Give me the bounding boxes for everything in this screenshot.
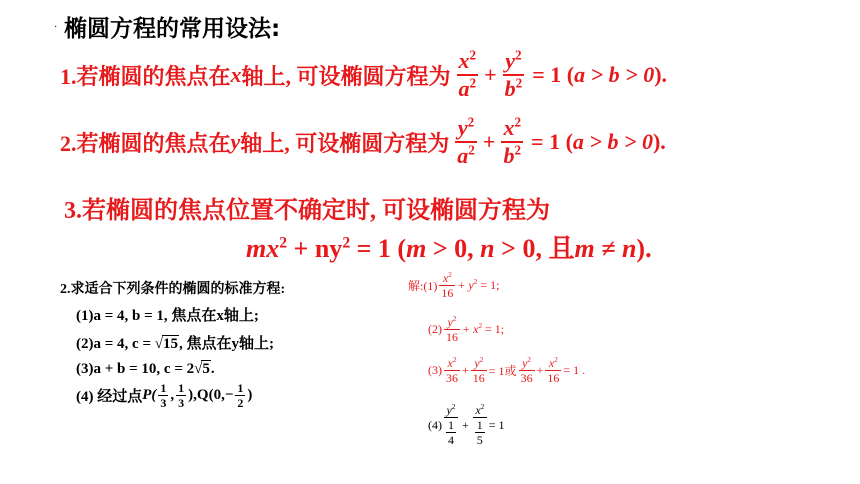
rule-2-mid: 轴上, 可设椭圆方程为 bbox=[240, 130, 450, 156]
rule-3-equation: $mx^2 + ny^2 = 1$ (m > 0, n > 0, 且m ≠ n). bbox=[246, 234, 652, 263]
rule-2-rhs: = 1 ( bbox=[531, 129, 573, 154]
rule-2-axis: y bbox=[230, 129, 241, 154]
rule-2-frac-2: $\frac{x^2}{b^2}$ bbox=[503, 114, 522, 168]
bullet-dot: · bbox=[54, 22, 58, 33]
rule-1-axis: x bbox=[230, 62, 242, 87]
exercise-q1: (1)a = 4, b = 1, 焦点在x轴上; bbox=[76, 308, 259, 324]
rule-2: 2.若椭圆的焦点在 y 轴上, 可设椭圆方程为 $\frac{y^2}{a^2}$ + $\frac{x^2}{b^2}$ = 1 ( a > b > 0 ). bbox=[60, 114, 666, 168]
rule-1-frac-1: $\frac{x^2}{a^2}$ bbox=[458, 47, 477, 101]
page-title: 椭圆方程的常用设法: bbox=[64, 16, 281, 42]
rule-2-prefix: 2.若椭圆的焦点在 bbox=[60, 130, 231, 156]
rule-1-prefix: 1.若椭圆的焦点在 bbox=[60, 63, 231, 89]
rule-3-line-1: 3.若椭圆的焦点位置不确定时, 可设椭圆方程为 bbox=[64, 198, 550, 224]
rule-1-rhs: = 1 ( bbox=[532, 62, 575, 87]
rule-1-mid: 轴上, 可设椭圆方程为 bbox=[241, 63, 451, 89]
solution-1: 解:(1) $\frac{x^2}{16}$ + $y^2 = 1$; bbox=[408, 271, 500, 300]
rule-1-cond: a > b > 0 bbox=[574, 62, 655, 87]
solution-2: (2) $\frac{y^2}{16}$ + $x^2 = 1$; bbox=[428, 315, 505, 344]
rule-1-frac-2: $\frac{y^2}{b^2}$ bbox=[504, 47, 523, 101]
exercise-q4: (4) 经过点 P( $\frac{1}{3}$ , $\frac{1}{3}$ ),Q(0,− $\frac{1}{2}$ ) bbox=[76, 381, 253, 410]
rule-2-cond: a > b > 0 bbox=[572, 129, 653, 154]
exercise-heading: 2.求适合下列条件的椭圆的标准方程: bbox=[60, 282, 286, 297]
solution-4: (4) $\frac{y^2}{\frac{1}{4}}$ + $\frac{x^2}{\frac{1}{5}}$ = 1 bbox=[428, 403, 505, 447]
rule-2-frac-1: $\frac{y^2}{a^2}$ bbox=[457, 114, 475, 168]
exercise-q2: (2)a = 4, c = √15, 焦点在y轴上; bbox=[76, 336, 274, 352]
rule-1: 1.若椭圆的焦点在 x 轴上, 可设椭圆方程为 $\frac{x^2}{a^2}$ + $\frac{y^2}{b^2}$ = 1 ( a > b > 0 ). bbox=[60, 47, 668, 101]
solution-3: (3) $\frac{x^2}{36}$ + $\frac{y^2}{16}$ = 1或 $\frac{y^2}{36}$ + $\frac{x^2}{16}$ = 1 . bbox=[428, 356, 586, 385]
exercise-q3: (3)a + b = 10, c = 2√5. bbox=[76, 361, 215, 377]
